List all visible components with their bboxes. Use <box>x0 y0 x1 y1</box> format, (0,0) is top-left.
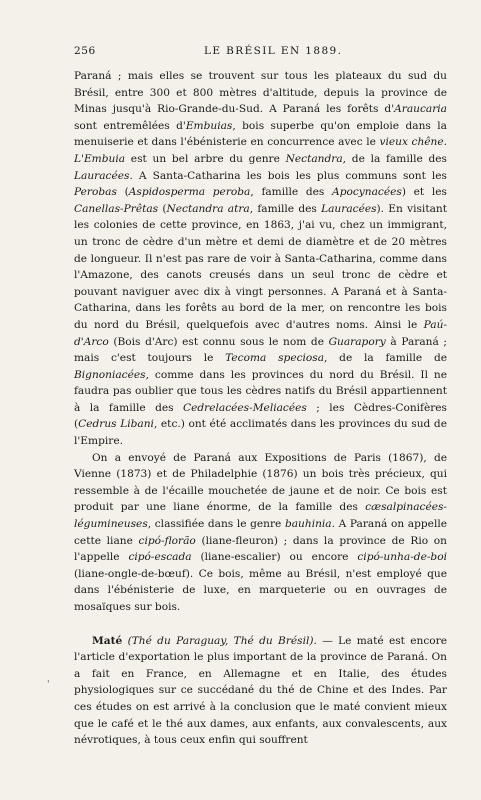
text-run: , de la famille de <box>324 352 447 365</box>
italic-text: cipó-unha-de-boi <box>357 551 447 564</box>
text-run: (liane-escalier) ou encore <box>191 551 358 564</box>
text-run: est un bel arbre du genre <box>125 152 286 165</box>
italic-text: Paú-d'Arco <box>74 318 447 348</box>
text-run: , de la famille des <box>342 152 447 165</box>
italic-text: vieux chêne. <box>379 136 448 149</box>
text-run: ( <box>158 202 167 215</box>
margin-mark: ' <box>47 680 50 690</box>
italic-text: Lauracées <box>321 202 377 215</box>
text-run: . A Paraná on appelle cette liane <box>74 518 447 547</box>
text-run: On a envoyé de Paraná aux Expositions de Paris (1867), de Vienne (1873) et de Philadelphie (1876) un bois très précieux, qui ressemble à de l'écaille mouchetée de jaune et de noir. Ce bois est produit par une liane énorme, de la famille des <box>74 451 447 514</box>
italic-text: (Thé du Paraguay, Thé du Brésil). <box>127 634 317 647</box>
text-run: Paraná ; mais elles se trouvent sur tous les plateaux du sud du Brésil, entre 300 et 800 mètres d'altitude, depuis la province de Minas jusqu'à Rio-Grande-du-Sud. A Paraná les forêts d' <box>74 70 447 116</box>
section-title: Maté <box>92 634 123 647</box>
text-run: (liane-fleuron) ; dans la province de Rio on l'appelle <box>74 534 448 564</box>
text-run: ; les Cèdres-Conifères ( <box>74 401 447 431</box>
italic-text: Nectandra <box>285 152 343 165</box>
text-run: , famille des <box>249 202 322 215</box>
italic-text: cipó-escada <box>128 551 192 564</box>
italic-text: cipó-florão <box>138 534 196 547</box>
italic-text: Bignoniacées <box>74 368 146 381</box>
italic-text: cæsalpinacées-légumineuses <box>74 501 447 531</box>
italic-text: Lauracées <box>74 169 130 182</box>
text-run: — Le maté est encore l'article d'exportation le plus important de la province de Paraná. On a fait en France, en Allemagne et en Italie, des études physiologiques sur ce succédané du thé de Chine et des Indes. Par ces études on est arrivé à la conclusion que le maté convient mieux que le café et le thé aux dames, aux enfants, aux convalescents, aux névrotiques, à tous ceux enfin qui souffrent <box>74 634 447 747</box>
italic-text: Araucaria <box>394 103 447 116</box>
italic-text: Cedrus Libani <box>78 418 154 431</box>
italic-text: Perobas <box>74 186 117 199</box>
text-run: (Bois d'Arc) est connu sous le nom de <box>108 335 329 348</box>
text-run: , etc.) ont été acclimatés dans les provinces du sud de l'Empire. <box>74 418 447 448</box>
italic-text: L'Embuia <box>74 152 126 165</box>
paragraph <box>74 450 447 616</box>
text-run: , famille des <box>250 186 333 199</box>
italic-text: Aspidosperma peroba <box>128 186 251 199</box>
italic-text: Tecoma speciosa <box>225 352 325 365</box>
paragraph <box>74 68 447 450</box>
page-number: 256 <box>74 45 96 57</box>
italic-text: Cedrelacées-Meliacées <box>183 401 307 414</box>
text-run: . A Santa-Catharina les bois les plus communs sont les <box>129 169 447 182</box>
text-run: sont entremêlées d' <box>74 119 186 132</box>
italic-text: Guarapory <box>328 335 386 348</box>
text-run: ( <box>116 186 129 199</box>
text-run: (liane-ongle-de-bœuf). Ce bois, même au Brésil, n'est employé que dans l'ébénisterie de luxe, en marqueterie ou en ouvrages de mosaïques sur bois. <box>74 567 447 613</box>
body-text <box>74 68 447 749</box>
text-run: , bois superbe qu'on emploie dans la menuiserie et dans l'ébénisterie en concurrence avec le <box>74 119 447 149</box>
running-header <box>74 45 451 59</box>
italic-text: Nectandra atra <box>166 202 250 215</box>
text-run: à Paraná ; mais c'est toujours le <box>74 335 447 365</box>
text-run: ). En visitant les colonies de cette province, en 1863, j'ai vu, chez un immigrant, un tronc de cèdre d'un mètre et demi de diamètre et de 20 mètres de longueur. Il n'est pas rare de voir à Santa-Catharina, comme dans l'Amazone, des canots creusés dans un seul tronc de cèdre et pouvant naviguer avec dix à vingt personnes. A Paraná et à Santa-Catharina, dans les forêts au bord de la mer, on rencontre les bois du nord du Brésil, quelquefois avec d'autres noms. Ainsi le <box>74 202 447 331</box>
text-run: ) et les <box>401 186 447 199</box>
italic-text: Embuias <box>185 119 233 132</box>
italic-text: bauhinia <box>284 518 332 531</box>
running-title: LE BRÉSIL EN 1889. <box>204 45 343 57</box>
text-run: , comme dans les provinces du nord du Brésil. Il ne faudra pas oublier que tous les cèdres natifs du Brésil appartiennent à la famille des <box>74 368 447 414</box>
text-run: , classifiée dans le genre <box>147 518 285 531</box>
italic-text: Apocynacées <box>332 186 402 199</box>
paragraph <box>74 633 447 749</box>
italic-text: Canellas-Prêtas <box>74 202 159 215</box>
